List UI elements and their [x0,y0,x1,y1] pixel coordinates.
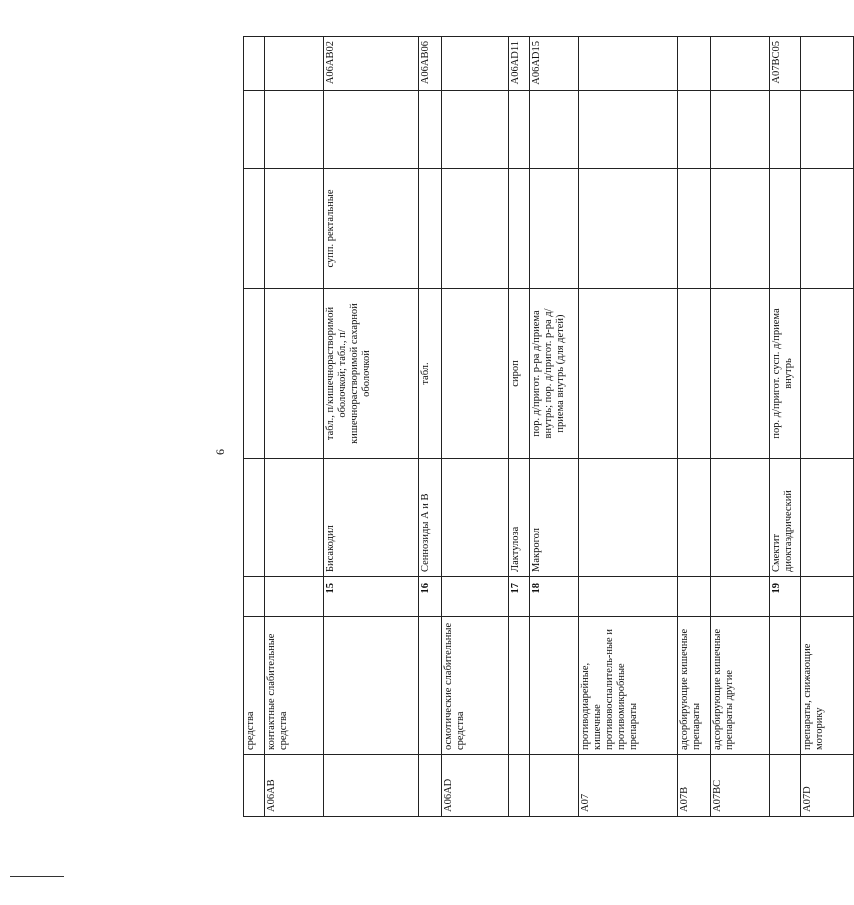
extra-form-cell [419,169,442,289]
drug-name-cell [801,459,854,577]
empty-cell [509,91,530,169]
drug-name-cell [244,459,265,577]
group-name-cell [419,617,442,755]
item-number-cell [244,577,265,617]
table-row [244,37,265,817]
table-row [509,37,530,817]
dosage-form-cell [265,289,324,459]
drug-name-cell [579,459,678,577]
rotated-page [35,2,825,902]
atc-code-cell: A06AB [265,755,324,817]
footnote-rule [10,876,64,877]
atc-code-cell [419,755,442,817]
item-number-cell: 18 [530,577,579,617]
atc-code-cell: A06AD [442,755,509,817]
item-number-cell [678,577,711,617]
group-name-cell [770,617,801,755]
dosage-form-cell: пор. д/пригот. р-ра д/приема внутрь; пор. д/пригот. р-ра д/приема внутрь (для детей) [530,289,579,459]
extra-form-cell [770,169,801,289]
empty-cell [579,91,678,169]
dosage-form-cell [442,289,509,459]
table-row [265,37,324,817]
empty-cell [324,91,419,169]
table-row [530,37,579,817]
atc-full-code-cell [678,37,711,91]
group-name-cell [324,617,419,755]
item-number-cell [711,577,770,617]
item-number-cell [801,577,854,617]
group-name-cell: препараты, снижающие моторику [801,617,854,755]
atc-full-code-cell [579,37,678,91]
group-name-cell: средства [244,617,265,755]
empty-cell [265,91,324,169]
group-name-cell: контактные слабительные средства [265,617,324,755]
dosage-form-cell: пор. д/пригот. сусп. д/приема внутрь [770,289,801,459]
group-name-cell [509,617,530,755]
empty-cell [244,91,265,169]
drug-name-cell: Смектит диоктаэдрический [770,459,801,577]
drug-list-table [243,36,854,817]
extra-form-cell [801,169,854,289]
atc-code-cell [324,755,419,817]
extra-form-cell: супп. ректальные [324,169,419,289]
drug-name-cell [442,459,509,577]
table-row [579,37,678,817]
table-row [801,37,854,817]
table-body [244,37,854,817]
table-row [419,37,442,817]
atc-code-cell: A07B [678,755,711,817]
empty-cell [419,91,442,169]
table-row [324,37,419,817]
atc-full-code-cell: A07BC05 [770,37,801,91]
atc-code-cell [530,755,579,817]
group-name-cell: противодиарейные, кишечные противовоспалитель-ные и противомикробные препараты [579,617,678,755]
empty-cell [678,91,711,169]
item-number-cell: 17 [509,577,530,617]
atc-full-code-cell [244,37,265,91]
extra-form-cell [509,169,530,289]
drug-name-cell: Сеннозиды А и В [419,459,442,577]
atc-full-code-cell: A06AD11 [509,37,530,91]
group-name-cell: осмотические слабительные средства [442,617,509,755]
dosage-form-cell [801,289,854,459]
item-number-cell: 19 [770,577,801,617]
empty-cell [711,91,770,169]
dosage-form-cell [244,289,265,459]
dosage-form-cell: табл. [419,289,442,459]
table-row [770,37,801,817]
extra-form-cell [244,169,265,289]
empty-cell [442,91,509,169]
group-name-cell [530,617,579,755]
group-name-cell: адсорбирующие кишечные препараты другие [711,617,770,755]
table-row [711,37,770,817]
extra-form-cell [678,169,711,289]
extra-form-cell [711,169,770,289]
atc-full-code-cell: A06AD15 [530,37,579,91]
empty-cell [530,91,579,169]
group-name-cell: адсорбирующие кишечные препараты [678,617,711,755]
extra-form-cell [530,169,579,289]
item-number-cell [265,577,324,617]
extra-form-cell [579,169,678,289]
atc-full-code-cell [801,37,854,91]
dosage-form-cell: сироп [509,289,530,459]
extra-form-cell [265,169,324,289]
drug-name-cell: Макрогол [530,459,579,577]
item-number-cell [442,577,509,617]
atc-code-cell: A07BC [711,755,770,817]
table-row [678,37,711,817]
empty-cell [770,91,801,169]
item-number-cell [579,577,678,617]
atc-code-cell [770,755,801,817]
atc-code-cell: A07 [579,755,678,817]
atc-full-code-cell: A06AB02 [324,37,419,91]
atc-code-cell [509,755,530,817]
extra-form-cell [442,169,509,289]
dosage-form-cell [711,289,770,459]
dosage-form-cell: табл., п/кишечнорастворимой оболочкой; табл., п/кишечнорастворимой сахарной оболочкой [324,289,419,459]
atc-code-cell [244,755,265,817]
page-number: 6 [213,449,227,455]
drug-name-cell: Бисакодил [324,459,419,577]
dosage-form-cell [678,289,711,459]
drug-name-cell [711,459,770,577]
atc-full-code-cell [711,37,770,91]
dosage-form-cell [579,289,678,459]
item-number-cell: 16 [419,577,442,617]
drug-name-cell: Лактулоза [509,459,530,577]
empty-cell [801,91,854,169]
atc-full-code-cell: A06AB06 [419,37,442,91]
atc-full-code-cell [265,37,324,91]
drug-name-cell [678,459,711,577]
atc-full-code-cell [442,37,509,91]
table-row [442,37,509,817]
atc-code-cell: A07D [801,755,854,817]
drug-name-cell [265,459,324,577]
item-number-cell: 15 [324,577,419,617]
